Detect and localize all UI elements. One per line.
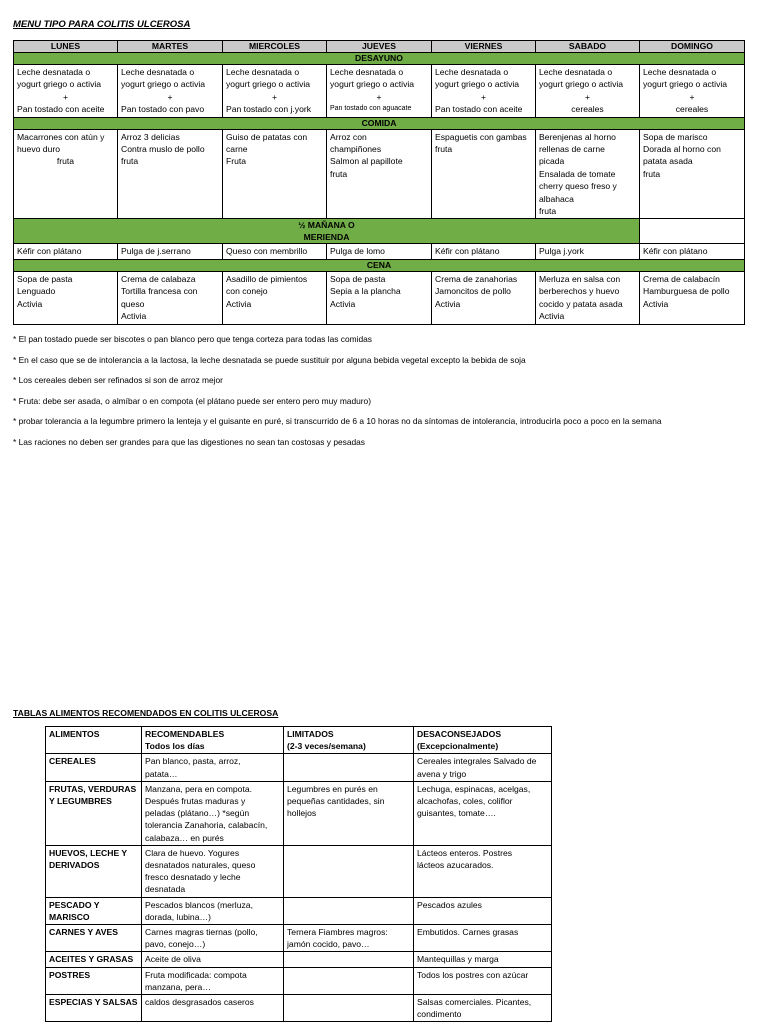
cell-line: cereales	[571, 104, 604, 115]
day-header: JUEVES	[327, 41, 432, 53]
cell-line: fruta	[435, 144, 453, 155]
section-label	[14, 219, 640, 244]
snack-cell	[223, 244, 327, 259]
day-header: MARTES	[118, 41, 223, 53]
cell-line: FRUTAS, VERDURAS	[49, 783, 137, 794]
cell-line: fruta	[121, 156, 139, 167]
cell-line: patata…	[145, 768, 178, 779]
cell-line: fruta	[643, 168, 661, 179]
cell-line: Pulga j.york	[539, 246, 584, 257]
food-cell-rec	[142, 897, 284, 924]
food-cell-lim	[284, 781, 414, 845]
cell-line: Activia	[330, 298, 356, 309]
food-cell-rec	[142, 781, 284, 845]
cell-line: manzana, pera…	[145, 981, 211, 992]
snack-cell	[432, 244, 536, 259]
cell-line: Arroz 3 delicias	[121, 131, 180, 142]
plus-sign: +	[584, 91, 591, 102]
cell-line: jamón cocido, pavo…	[287, 939, 370, 950]
cell-line: Queso con membrillo	[226, 246, 308, 257]
food-row	[46, 967, 552, 994]
cell-line: Pan tostado con pavo	[121, 104, 205, 115]
cell-line: ESPECIAS Y SALSAS	[49, 997, 138, 1008]
breakfast-cell	[118, 65, 223, 118]
day-header: LUNES	[14, 41, 118, 53]
cell-line: albahaca	[539, 193, 574, 204]
lunch-cell	[640, 129, 745, 219]
food-cell-rec	[142, 995, 284, 1022]
cell-line: Activia	[539, 311, 565, 322]
plus-sign: +	[376, 91, 382, 102]
food-row	[46, 952, 552, 967]
header-recomendables	[142, 727, 284, 754]
dinner-cell	[432, 271, 536, 324]
cell-line: cocido y patata asada	[539, 298, 623, 309]
food-cell-des	[414, 897, 552, 924]
cell-line: MARISCO	[49, 911, 90, 922]
cell-line: Kéfir con plátano	[17, 246, 82, 257]
cell-line: Lechuga, espinacas, acelgas,	[417, 783, 531, 794]
header-text: ALIMENTOS	[49, 729, 100, 739]
food-cell-des	[414, 952, 552, 967]
food-row	[46, 995, 552, 1022]
cell-line: Kéfir con plátano	[435, 246, 500, 257]
cell-line: Aceite de oliva	[145, 954, 201, 965]
cell-line: Crema de calabaza	[121, 273, 196, 284]
food-cell-cat	[46, 754, 142, 781]
cell-line: Tortilla francesa con	[121, 286, 198, 297]
cell-line: Sopa de pasta	[17, 273, 73, 284]
plus-sign: +	[62, 91, 69, 102]
cell-line: Cereales integrales Salvado de	[417, 756, 537, 767]
cell-line: Fruta modificada: compota	[145, 969, 247, 980]
cell-line: Ternera Fiambres magros:	[287, 927, 388, 938]
day-header: MIERCOLES	[223, 41, 327, 53]
section-label: CENA	[14, 259, 745, 271]
food-row	[46, 781, 552, 845]
cell-line: Kéfir con plátano	[643, 246, 708, 257]
breakfast-cell	[327, 65, 432, 118]
cell-line: Berenjenas al horno	[539, 131, 616, 142]
food-cell-cat	[46, 995, 142, 1022]
notes-list	[13, 335, 753, 459]
cell-line: patata asada	[643, 156, 693, 167]
cell-line: Pan tostado con aceite	[17, 104, 105, 115]
breakfast-cell	[640, 65, 745, 118]
cell-line: Mantequillas y marga	[417, 954, 499, 965]
cell-line: Pan blanco, pasta, arroz,	[145, 756, 241, 767]
cell-line: Pan tostado con aceite	[435, 104, 523, 115]
food-cell-lim	[284, 952, 414, 967]
dinner-cell	[223, 271, 327, 324]
cell-line: Activia	[226, 298, 252, 309]
header-text: RECOMENDABLES	[145, 729, 225, 739]
cell-line: condimento	[417, 1009, 462, 1020]
breakfast-row	[14, 65, 745, 118]
cell-line: Dorada al horno con	[643, 144, 721, 155]
cell-line: Lácteos enteros. Postres	[417, 847, 513, 858]
section-row-desayuno	[14, 53, 745, 65]
cell-line: Leche desnatada o	[643, 67, 717, 77]
cell-line: Leche desnatada o	[435, 67, 509, 77]
header-limitados	[284, 727, 414, 754]
cell-line: huevo duro	[17, 144, 61, 155]
lunch-cell	[536, 129, 640, 219]
cell-line: Asadillo de pimientos	[226, 273, 308, 284]
day-header: VIERNES	[432, 41, 536, 53]
lunch-cell	[14, 129, 118, 219]
breakfast-cell	[432, 65, 536, 118]
cell-line: HUEVOS, LECHE Y	[49, 847, 128, 858]
food-cell-lim	[284, 897, 414, 924]
cell-line: tolerancia Zanahoria, calabacín,	[145, 820, 268, 831]
dinner-cell	[14, 271, 118, 324]
cell-line: Pulga de j.serrano	[121, 246, 191, 257]
cell-line: Macarrones con atún y	[17, 131, 105, 142]
cell-line: cherry queso freso y	[539, 181, 617, 192]
snack-row	[14, 244, 745, 259]
cell-line: champiñones	[330, 144, 382, 155]
food-cell-lim	[284, 845, 414, 897]
header-text: LIMITADOS	[287, 729, 334, 739]
empty-cell	[640, 219, 745, 244]
cell-line: Hamburguesa de pollo	[643, 286, 730, 297]
lunch-cell	[432, 129, 536, 219]
food-row	[46, 925, 552, 952]
cell-line: hollejos	[287, 808, 317, 819]
cell-line: Merluza en salsa con	[539, 273, 621, 284]
cell-line: Sopa de pasta	[330, 273, 386, 284]
cell-line: PESCADO Y	[49, 899, 100, 910]
cell-line: yogurt griego o activia	[539, 79, 624, 90]
breakfast-cell	[223, 65, 327, 118]
cell-line: Sepia a la plancha	[330, 286, 401, 297]
cell-line: fruta	[56, 156, 75, 167]
food-cell-lim	[284, 925, 414, 952]
cell-line: yogurt griego o activia	[330, 79, 415, 90]
snack-cell	[536, 244, 640, 259]
cell-line: yogurt griego o activia	[226, 79, 311, 90]
cell-line: lácteos azucarados.	[417, 860, 494, 871]
food-cell-des	[414, 754, 552, 781]
cell-line: con conejo	[226, 286, 268, 297]
food-cell-cat	[46, 967, 142, 994]
snack-cell	[118, 244, 223, 259]
cell-line: Manzana, pera en compota.	[145, 783, 253, 794]
food-cell-rec	[142, 845, 284, 897]
cell-line: Ensalada de tomate	[539, 168, 616, 179]
dinner-cell	[118, 271, 223, 324]
cell-line: Salmon al papillote	[330, 156, 403, 167]
header-subtext: (2-3 veces/semana)	[287, 741, 366, 752]
plus-sign: +	[689, 91, 695, 102]
section-row-cena	[14, 259, 745, 271]
cell-line: caldos desgrasados caseros	[145, 997, 254, 1008]
cell-line: Pescados azules	[417, 899, 482, 910]
snack-cell	[14, 244, 118, 259]
cell-line: DERIVADOS	[49, 860, 100, 871]
header-subtext: Todos los días	[145, 741, 205, 752]
dinner-cell	[327, 271, 432, 324]
section-label-line: ½ MAÑANA O	[298, 220, 355, 231]
cell-line: Activia	[121, 311, 147, 322]
cell-line: Activia	[435, 298, 461, 309]
plus-sign: +	[167, 91, 173, 102]
cell-line: Guiso de patatas con	[226, 131, 308, 142]
cell-line: avena y trigo	[417, 768, 467, 779]
cell-line: Activia	[17, 298, 43, 309]
cell-line: Pescados blancos (merluza,	[145, 899, 253, 910]
note: * En el caso que se de intolerancia a la lactosa, la leche desnatada se puede sustituir por alguna bebida vegetal excepto la bebida de soja	[13, 354, 526, 365]
food-cell-rec	[142, 925, 284, 952]
weekly-menu-table	[13, 40, 745, 325]
section-label-line: MERIENDA	[303, 232, 350, 243]
cell-line: Leche desnatada o	[121, 67, 195, 77]
cell-line: calabaza… en purés	[145, 832, 224, 843]
header-subtext: (Excepcionalmente)	[417, 741, 499, 752]
cell-line: Pan tostado con j.york	[226, 104, 312, 115]
food-cell-des	[414, 925, 552, 952]
food-row	[46, 897, 552, 924]
cell-line: yogurt griego o activia	[121, 79, 206, 90]
section-label: COMIDA	[14, 117, 745, 129]
cell-line: picada	[539, 156, 565, 167]
snack-cell	[640, 244, 745, 259]
cell-line: rellenas de carne	[539, 144, 605, 155]
cell-line: Pulga de lomo	[330, 246, 385, 257]
cell-line: Activia	[643, 298, 669, 309]
food-cell-cat	[46, 897, 142, 924]
cell-line: Espaguetis con gambas	[435, 131, 527, 142]
cell-line: yogurt griego o activia	[17, 79, 102, 90]
food-cell-rec	[142, 967, 284, 994]
food-cell-des	[414, 967, 552, 994]
cell-line: CARNES Y AVES	[49, 927, 118, 938]
cell-line: Todos los postres con azúcar	[417, 969, 529, 980]
lunch-cell	[118, 129, 223, 219]
food-cell-cat	[46, 925, 142, 952]
cell-line: Embutidos. Carnes grasas	[417, 927, 519, 938]
cell-line: alcachofas, coles, coliflor	[417, 796, 513, 807]
cell-line: fruta	[330, 168, 348, 179]
food-cell-lim	[284, 995, 414, 1022]
lunch-cell	[327, 129, 432, 219]
cell-line: pavo, conejo…)	[145, 939, 206, 950]
cell-line: Leche desnatada o	[539, 67, 613, 77]
breakfast-cell	[536, 65, 640, 118]
cell-line: fruta	[539, 206, 557, 217]
foods-table-title: TABLAS ALIMENTOS RECOMENDADOS EN COLITIS ULCEROSA	[13, 708, 279, 718]
dinner-row	[14, 271, 745, 324]
cell-line: ACEITES Y GRASAS	[49, 954, 134, 965]
cell-line: Lenguado	[17, 286, 56, 297]
cell-line: Y LEGUMBRES	[49, 796, 112, 807]
cell-line: Leche desnatada o	[17, 67, 91, 77]
header-text: DESACONSEJADOS	[417, 729, 502, 739]
cell-line: Arroz con	[330, 131, 367, 142]
day-header: DOMINGO	[640, 41, 745, 53]
menu-title: MENU TIPO PARA COLITIS ULCEROSA	[13, 19, 191, 30]
cell-line: Contra muslo de pollo	[121, 144, 205, 155]
section-label: DESAYUNO	[14, 53, 745, 65]
lunch-row	[14, 129, 745, 219]
cell-line: pequeñas cantidades, sin	[287, 796, 385, 807]
cell-line: Legumbres en purés en	[287, 783, 378, 794]
cell-line: Crema de calabacín	[643, 273, 720, 284]
food-cell-lim	[284, 967, 414, 994]
note: * Los cereales deben ser refinados si son de arroz mejor	[13, 375, 223, 386]
cell-line: Carnes magras tiernas (pollo,	[145, 927, 258, 938]
food-cell-des	[414, 995, 552, 1022]
cell-line: Crema de zanahorias	[435, 273, 518, 284]
dinner-cell	[536, 271, 640, 324]
header-alimentos	[46, 727, 142, 754]
food-cell-des	[414, 781, 552, 845]
cell-line: berberechos y huevo	[539, 286, 620, 297]
foods-header-row	[46, 727, 552, 754]
food-row	[46, 754, 552, 781]
recommended-foods-table	[45, 726, 552, 1022]
cell-line: fresco desnatado y leche	[145, 872, 241, 883]
header-desaconsejados	[414, 727, 552, 754]
cell-line: desnatados naturales, queso	[145, 860, 256, 871]
food-cell-cat	[46, 952, 142, 967]
cell-line: dorada, lubina…)	[145, 911, 211, 922]
cell-line: yogurt griego o activia	[643, 79, 728, 90]
cell-line: Fruta	[226, 156, 247, 167]
note: * Las raciones no deben ser grandes para que las digestiones no sean tan costosas y pesadas	[13, 436, 365, 447]
cell-line: queso	[121, 298, 145, 309]
breakfast-cell	[14, 65, 118, 118]
food-cell-rec	[142, 754, 284, 781]
snack-cell	[327, 244, 432, 259]
cell-line: Leche desnatada o	[330, 67, 404, 77]
cell-line: Pan tostado con aguacate	[330, 105, 412, 113]
cell-line: Clara de huevo. Yogures	[145, 847, 240, 858]
cell-line: Salsas comerciales. Picantes,	[417, 997, 532, 1008]
cell-line: cereales	[675, 104, 709, 115]
food-cell-rec	[142, 952, 284, 967]
cell-line: Después frutas maduras y	[145, 796, 246, 807]
note: * probar tolerancia a la legumbre primero la lenteja y el guisante en puré, si transcurrido de 6 a 10 horas no da síntomas de intolerancia, introducirla poco a poco en la semana	[13, 416, 662, 427]
days-header-row	[14, 41, 745, 53]
note: * El pan tostado puede ser biscotes o pan blanco pero que tenga corteza para todas las comidas	[13, 334, 372, 344]
plus-sign: +	[271, 91, 278, 102]
cell-line: yogurt griego o activia	[435, 79, 520, 90]
cell-line: carne	[226, 144, 248, 155]
cell-line: Leche desnatada o	[226, 67, 300, 77]
food-cell-lim	[284, 754, 414, 781]
cell-line: peladas (plátano…) *según	[145, 808, 250, 819]
section-row-comida	[14, 117, 745, 129]
cell-line: Jamoncitos de pollo	[435, 286, 511, 297]
food-cell-des	[414, 845, 552, 897]
cell-line: POSTRES	[49, 969, 91, 980]
cell-line: CEREALES	[49, 756, 96, 767]
food-cell-cat	[46, 845, 142, 897]
food-cell-cat	[46, 781, 142, 845]
section-row-merienda	[14, 219, 745, 244]
food-row	[46, 845, 552, 897]
cell-line: guisantes, tomate….	[417, 808, 496, 819]
cell-line: Sopa de marisco	[643, 131, 708, 142]
note: * Fruta: debe ser asada, o almíbar o en compota (el plátano puede ser entero pero muy maduro)	[13, 395, 372, 406]
lunch-cell	[223, 129, 327, 219]
plus-sign: +	[480, 91, 487, 102]
dinner-cell	[640, 271, 745, 324]
day-header: SABADO	[536, 41, 640, 53]
cell-line: desnatada	[145, 884, 186, 895]
